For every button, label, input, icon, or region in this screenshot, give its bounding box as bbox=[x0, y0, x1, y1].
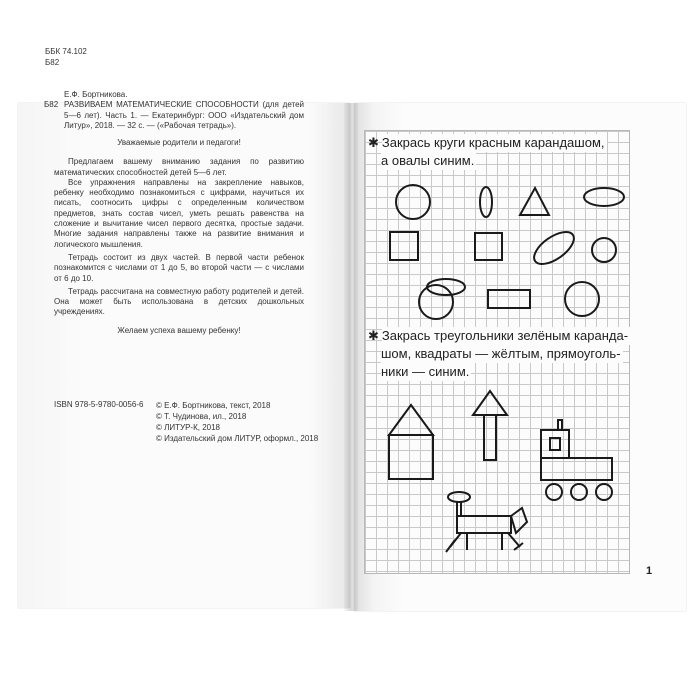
task-1 bbox=[368, 134, 607, 170]
task-text-line: ники — синим. bbox=[381, 364, 470, 379]
train-window-rectangle bbox=[550, 438, 560, 450]
task-text-line: а овалы синим. bbox=[381, 153, 475, 168]
copyright-lines bbox=[156, 400, 326, 444]
copyright-line: © Т. Чудинова, ил., 2018 bbox=[156, 412, 247, 421]
book-spine bbox=[344, 103, 358, 611]
train-wheel-circle bbox=[571, 484, 587, 500]
entry-index: Б82 bbox=[44, 100, 59, 109]
copyright-line: © Издательский дом ЛИТУР, оформл., 2018 bbox=[156, 434, 319, 443]
circle-shape bbox=[592, 238, 616, 262]
circle-shape bbox=[396, 185, 430, 219]
copyright-line: © ЛИТУР-К, 2018 bbox=[156, 423, 220, 432]
oval-shape bbox=[427, 279, 465, 295]
intro-text bbox=[54, 138, 304, 336]
house-square bbox=[389, 435, 433, 479]
horse-head-shape bbox=[511, 508, 527, 533]
entry-author: Е.Ф. Бортникова. bbox=[64, 90, 128, 99]
rectangle-shape bbox=[488, 290, 530, 308]
isbn: ISBN 978-5-9780-0056-6 bbox=[54, 400, 144, 409]
intro-paragraph: Тетрадь состоит из двух частей. В первой части ребенок познакомится с числами от 1 до 5, во второй части — с числами от 6 до 10. bbox=[54, 252, 304, 283]
train-wheel-circle bbox=[546, 484, 562, 500]
train-body-rectangle bbox=[541, 458, 612, 480]
task-2 bbox=[368, 327, 630, 381]
intro-heading: Уважаемые родители и педагоги! bbox=[117, 138, 241, 147]
intro-closing: Желаем успеха вашему ребенку! bbox=[117, 325, 241, 335]
task-text-line: шом, квадраты — жёлтым, прямоуголь- bbox=[381, 346, 621, 361]
square-shape bbox=[390, 232, 418, 260]
task-text-line: Закрась треугольники зелёным каранда- bbox=[381, 328, 629, 343]
square-shape bbox=[475, 233, 502, 260]
bbk-code bbox=[45, 46, 87, 68]
arrow-triangle bbox=[473, 391, 507, 415]
horse-oval bbox=[448, 492, 470, 502]
intro-paragraph: Предлагаем вашему вниманию задания по развитию математических способностей детей 5—6 лет. bbox=[54, 157, 304, 177]
horse-neck-rectangle bbox=[457, 502, 461, 516]
train-chimney-rectangle bbox=[558, 420, 562, 430]
horse-body-rectangle bbox=[457, 516, 511, 533]
page-number: 1 bbox=[646, 565, 653, 577]
intro-paragraph: Тетрадь рассчитана на совместную работу родителей и детей. Она может быть использована в детских дошкольных учреждениях. bbox=[54, 286, 304, 317]
intro-paragraph: Все упражнения направлены на закрепление навыков, ребенку необходимо познакомиться с цифрами, научиться их писать, соотносить цифры с определенным количеством предметов, знать состав чисел, уметь решать равенства на сложение и вычитание чисел первого десятка, простые задачи. Многие задания направлены также на развитие внимания и логического мышления. bbox=[54, 177, 304, 249]
triangle-shape bbox=[520, 188, 549, 215]
oval-shape bbox=[529, 226, 579, 270]
horse-hoof bbox=[446, 540, 455, 552]
horse-leg bbox=[508, 533, 520, 547]
bbk-line: ББК 74.102 bbox=[45, 47, 87, 56]
train-wheel-circle bbox=[596, 484, 612, 500]
oval-shape bbox=[584, 188, 624, 206]
bbk-line: Б82 bbox=[45, 58, 60, 67]
task-text-line: Закрась круги красным карандашом, bbox=[381, 135, 605, 150]
arrow-rectangle bbox=[484, 415, 496, 460]
star-icon: ✱ bbox=[368, 135, 379, 150]
train-cab-square bbox=[541, 430, 569, 458]
entry-body: РАЗВИВАЕМ МАТЕМАТИЧЕСКИЕ СПОСОБНОСТИ (для детей 5—6 лет). Часть 1. — Екатеринбург: ООО «Издательский дом Литур», 2018. — 32 с. — («Рабочая тетрадь»). bbox=[64, 100, 304, 130]
star-icon: ✱ bbox=[368, 328, 379, 343]
copyright-line: © Е.Ф. Бортникова, текст, 2018 bbox=[156, 401, 271, 410]
circle-shape bbox=[565, 282, 599, 316]
catalog-entry bbox=[44, 90, 304, 131]
oval-shape bbox=[480, 187, 492, 217]
house-roof-triangle bbox=[389, 405, 433, 435]
circle-shape bbox=[419, 285, 453, 319]
